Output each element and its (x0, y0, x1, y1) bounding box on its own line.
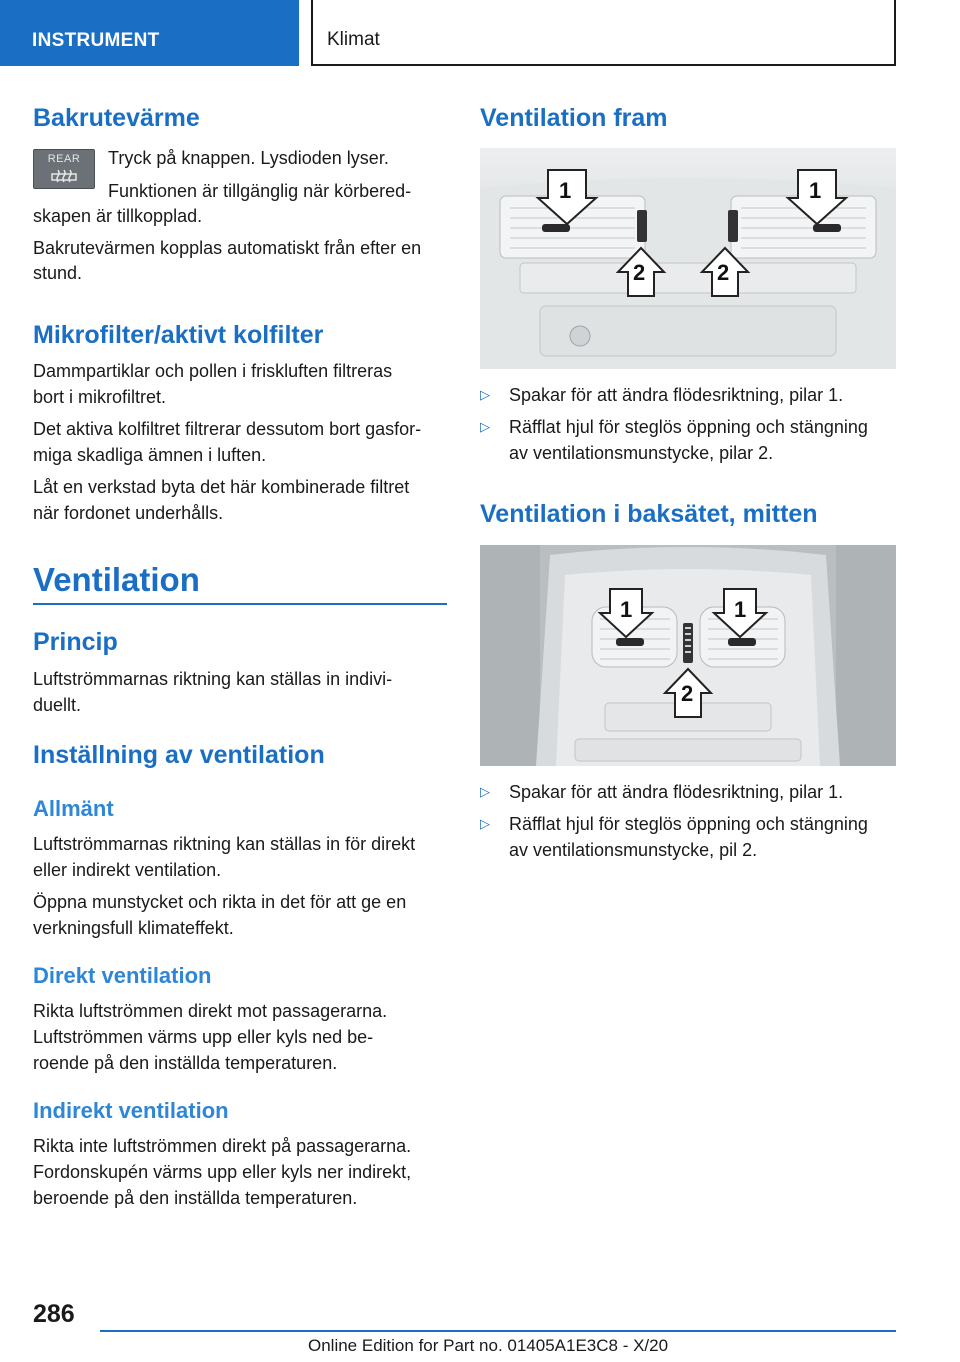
section-tab (0, 0, 299, 66)
rear-figure-label-1-left: 1 (620, 597, 633, 622)
allmant-p2a: Öppna munstycket och rikta in det för att ge en (33, 892, 407, 912)
princip-p1b: duellt. (33, 695, 82, 715)
mikrofilter-p1a: Dammpartiklar och pollen i friskluften filtreras (33, 361, 393, 381)
rear-figure-label-2: 2 (681, 681, 694, 706)
heading-allmant: Allmänt (33, 796, 114, 821)
heading-bakrutevarme: Bakrutevärme (33, 104, 200, 132)
section-divider (33, 603, 447, 605)
mikrofilter-p3a: Låt en verkstad byta det här kombinerade filtret (33, 477, 410, 497)
allmant-p1b: eller indirekt ventilation. (33, 860, 222, 880)
fram-bullet-1-text: Spakar för att ändra flödesriktning, pilar 1. (509, 385, 844, 405)
front-figure-label-2-left: 2 (633, 260, 646, 285)
princip-p1a: Luftströmmarnas riktning kan ställas in indivi- (33, 669, 393, 689)
front-figure-label-1-right: 1 (809, 178, 822, 203)
section-tab-label: INSTRUMENT (32, 30, 160, 51)
direkt-p2b: roende på den inställda temperaturen. (33, 1053, 338, 1073)
bakrutevarme-line3a: Bakrutevärmen kopplas automatiskt från efter en (33, 238, 422, 258)
footer-divider (100, 1330, 896, 1332)
indirekt-p1: Rikta inte luftströmmen direkt på passagerarna. (33, 1136, 412, 1156)
heading-mikrofilter: Mikrofilter/aktivt kolfilter (33, 321, 324, 349)
direkt-p1: Rikta luftströmmen direkt mot passagerarna. (33, 1001, 388, 1021)
mikrofilter-p3b: när fordonet underhålls. (33, 503, 224, 523)
rear-defrost-button-icon (33, 149, 95, 189)
bullet-triangle-icon: ▷ (480, 784, 490, 799)
bullet-triangle-icon: ▷ (480, 387, 490, 402)
heading-ventilation-baksate: Ventilation i baksätet, mitten (480, 500, 818, 528)
front-vents-figure (480, 148, 896, 369)
chapter-tab-label: Klimat (327, 29, 380, 50)
rear-figure-label-1-right: 1 (734, 597, 747, 622)
page-number: 286 (33, 1300, 75, 1328)
fram-bullet-2-text-a: Räfflat hjul för steglös öppning och stängning (509, 417, 868, 437)
baksate-bullet-2-text-b: av ventilationsmunstycke, pil 2. (509, 840, 758, 860)
heading-installning: Inställning av ventilation (33, 741, 325, 769)
allmant-p1a: Luftströmmarnas riktning kan ställas in för direkt (33, 834, 416, 854)
mikrofilter-p2b: miga skadliga ämnen i luften. (33, 445, 267, 465)
indirekt-p2a: Fordonskupén värms upp eller kyls ner indirekt, (33, 1162, 412, 1182)
heading-ventilation-fram: Ventilation fram (480, 104, 668, 132)
defrost-waves-icon (34, 150, 96, 190)
bakrutevarme-line3b: stund. (33, 263, 83, 283)
bakrutevarme-line2b: skapen är tillkopplad. (33, 206, 203, 226)
bakrutevarme-line2a: Funktionen är tillgänglig när körbered- (108, 181, 412, 201)
front-figure-label-2-right: 2 (717, 260, 730, 285)
mikrofilter-p2a: Det aktiva kolfiltret filtrerar dessutom bort gasfor- (33, 419, 422, 439)
rear-vents-figure (480, 545, 896, 766)
direkt-p2a: Luftströmmen värms upp eller kyls ned be- (33, 1027, 374, 1047)
footer-edition: Online Edition for Part no. 01405A1E3C8 - X/20 (308, 1336, 669, 1355)
bullet-triangle-icon: ▷ (480, 419, 490, 434)
bullet-triangle-icon: ▷ (480, 816, 490, 831)
mikrofilter-p1b: bort i mikrofiltret. (33, 387, 167, 407)
heading-princip: Princip (33, 628, 118, 656)
heading-direkt: Direkt ventilation (33, 963, 212, 988)
baksate-bullet-1-text: Spakar för att ändra flödesriktning, pilar 1. (509, 782, 844, 802)
heading-ventilation: Ventilation (33, 561, 200, 598)
allmant-p2b: verkningsfull klimateffekt. (33, 918, 234, 938)
rear-defrost-icon-label: REAR (47, 153, 81, 165)
chapter-tab (311, 0, 896, 66)
fram-bullet-2-text-b: av ventilationsmunstycke, pilar 2. (509, 443, 774, 463)
baksate-bullet-2-text-a: Räfflat hjul för steglös öppning och stängning (509, 814, 868, 834)
indirekt-p2b: beroende på den inställda temperaturen. (33, 1188, 358, 1208)
bakrutevarme-line1: Tryck på knappen. Lysdioden lyser. (108, 148, 389, 168)
front-figure-label-1-left: 1 (559, 178, 572, 203)
heading-indirekt: Indirekt ventilation (33, 1098, 229, 1123)
